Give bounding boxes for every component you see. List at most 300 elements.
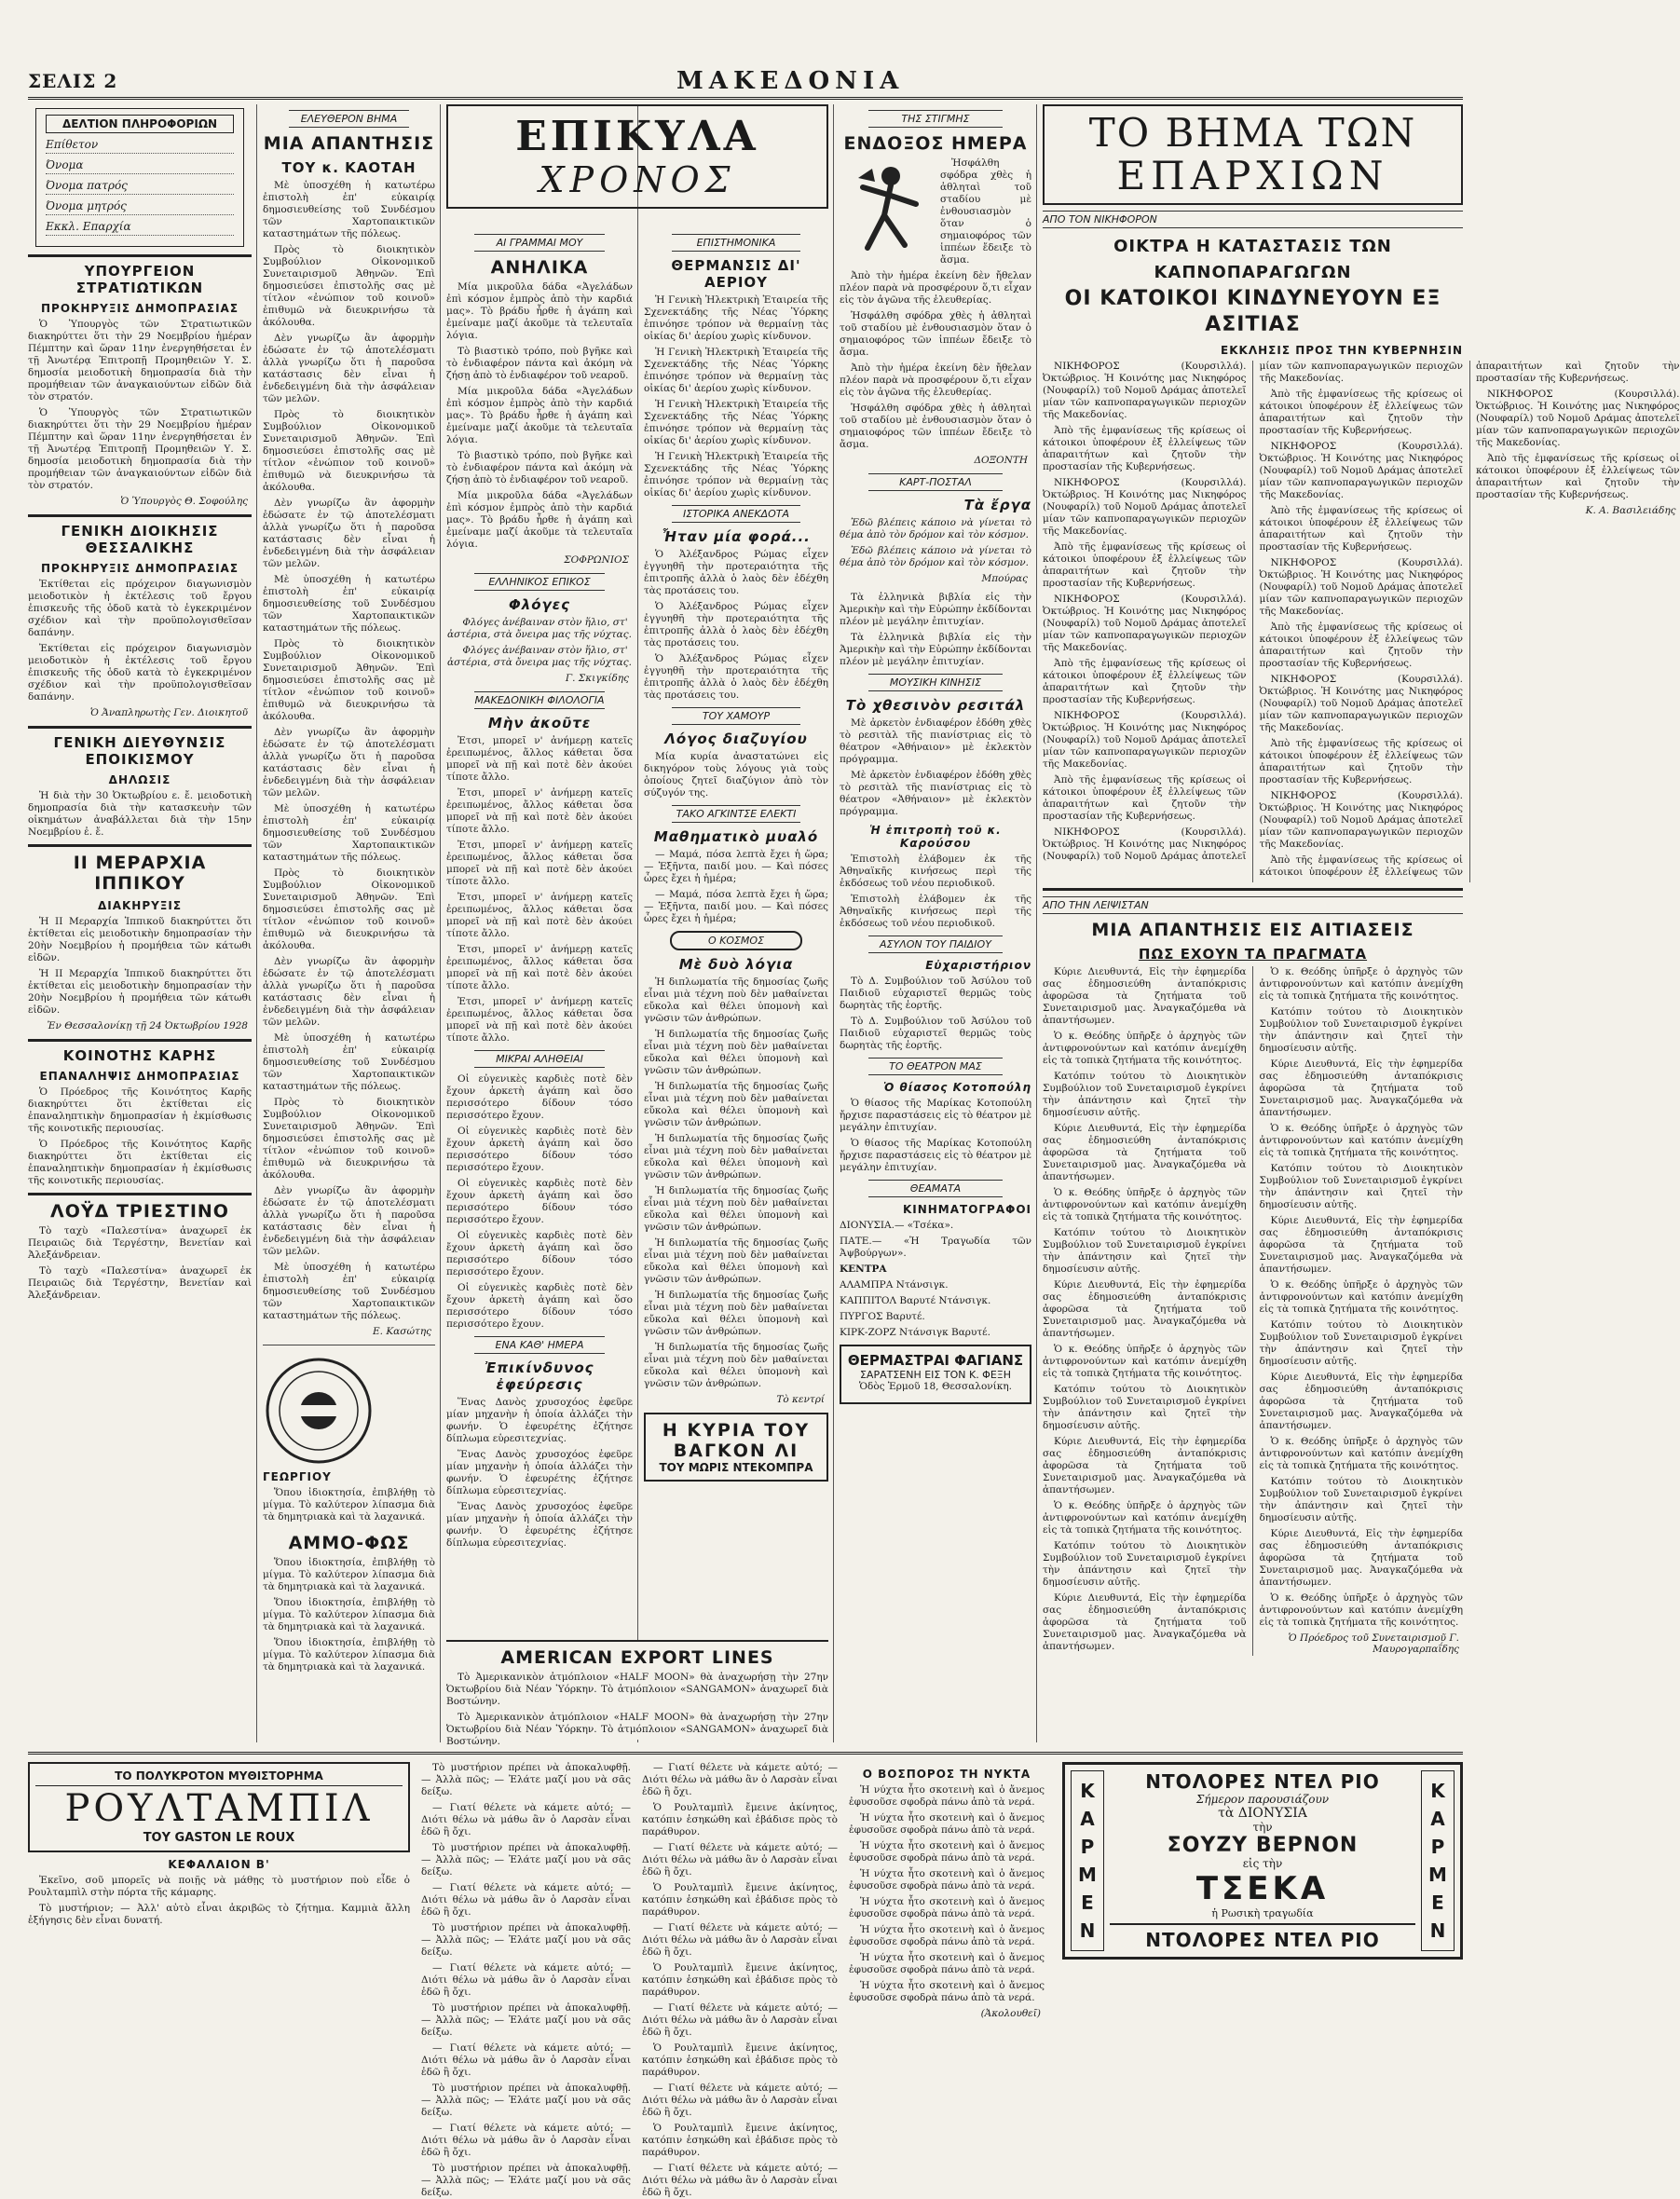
article-text: ΝΙΚΗΦΟΡΟΣ (Κουρσιλλά). Ὀκτώβριος. Ἡ Κοινότης μας Νικηφόρος (Νουφαρίλ) τοῦ Νομοῦ Δράμας ἀποτελεῖ μίαν τῶν καπνοπαραγωγικῶν περιοχῶν τῆς Μακεδονίας.: [1043, 361, 1247, 420]
column-3-content: [446, 228, 633, 1742]
column-6: [1043, 104, 1680, 1742]
section-kicker: ΕΛΕΥΘΕΡΟΝ ΒΗΜΑ: [289, 110, 410, 128]
banner-line-1: ΕΠΙΚΥΛΑ: [515, 113, 759, 160]
article-text: Ἡ Γενικὴ Ἠλεκτρικὴ Ἑταιρεία τῆς Σχενεκτάδης τῆς Νέας Ὑόρκης ἐπινόησε τρόπον νὰ θερμαίνῃ τὰς οἰκίας δι' ἀερίου χωρὶς κίνδυνον.: [644, 294, 828, 342]
article-text: Μία κυρία ἀναστατώνει εἰς δικηγόρον τοὺς λόγους γιὰ τοὺς ὁποίους ζητεῖ διαζύγιον ἀπὸ τὸν σύζυγόν της.: [644, 751, 828, 799]
banner-line-2: ΕΠΑΡΧΙΩΝ: [1116, 153, 1389, 198]
poem-text: Φλόγες ἀνέβαιναν στὸν ἥλιο, στ' ἀστέρια, στὰ ὄνειρα μας τῆς νύχτας.: [447, 617, 632, 640]
serial-text-filler: — Γιατί θέλετε νὰ κάμετε αὐτό; — Διότι θέλω νὰ μάθω ἂν ὁ Λαρσὰν εἶναι ἐδῶ ἢ ὄχι.: [642, 2002, 838, 2038]
article-text-filler: Μὲ ἀρκετὸν ἐνδιαφέρον ἐδόθη χθὲς τὸ ρεσιτὰλ τῆς πιανίστριας εἰς τὸ θέατρον «Ἀθήναιον» μὲ ἐκλεκτὸν πρόγραμμα.: [840, 770, 1031, 817]
serial-text-filler: Ἡ νύχτα ἦτο σκοτεινὴ καὶ ὁ ἄνεμος ἐφυσοῦσε σφοδρὰ πάνω ἀπὸ τὰ νερά.: [849, 1924, 1045, 1947]
article-text-filler: Ἠσφάλθη σφόδρα χθὲς ἡ ἀθληταὶ τοῦ σταδίου μὲ ἐνθουσιασμὸν ὅταν ὁ σημαιοφόρος τῶν ἱππέων ἔδειξε τὸ ἄσμα.: [840, 403, 1031, 450]
serial-kicker: ΤΟ ΠΟΛΥΚΡΟΤΟΝ ΜΥΘΙΣΤΟΡΗΜΑ: [35, 1769, 403, 1786]
article-text-filler: Μὲ ὑποσχέθη ἡ κατωτέρω ἐπιστολὴ ἐπ' εὐκαιρίᾳ δημοσιευθείσης τοῦ Συνδέσμου τῶν Χαρτοπαικτικῶν καταστημάτων τῆς πόλεως.: [263, 1262, 435, 1321]
side-letter: Κ: [1430, 1780, 1445, 1802]
serial-column-2: [421, 1762, 631, 2198]
article-text-filler: Πρὸς τὸ διοικητικὸν Συμβούλιον Οἰκονομικοῦ Συνεταιρισμοῦ Ἀθηνῶν. Ἐπὶ δημοσιεύσει ἐπιστολῆς σας μὲ τίτλον «ἐνώπιον τοῦ κοινοῦ» ἐπιθυμῶ νὰ διευκρινήσω τὰ ἀκόλουθα.: [263, 638, 435, 722]
article-heading: ΑΝΗΛΙΚΑ: [490, 257, 589, 278]
article-text-filler: Δὲν γνωρίζω ἂν ἀφορμὴν ἐδώσατε ἐν τῷ ἀποτελέσματι ἀλλὰ γνωρίζω ὅτι ἡ παροῦσα κατάστασις δὲν εἶναι ἡ ἐνδεδειγμένη διὰ τὴν ἀσφάλειαν τῶν μελῶν.: [263, 727, 435, 799]
article-text: Τὸ Δ. Συμβούλιον τοῦ Ἀσύλου τοῦ Παιδιοῦ εὐχαριστεῖ θερμῶς τοὺς δωρητὰς τῆς ἑορτῆς.: [840, 976, 1031, 1011]
article-text-filler: Κύριε Διευθυντά, Εἰς τὴν ἐφημερίδα σας ἐδημοσιεύθη ἀνταπόκρισις ἀφορῶσα τὰ ζητήματα τοῦ Συνεταιρισμοῦ μας. Ἀναγκαζόμεθα νὰ ἀπαντήσωμεν.: [1259, 1528, 1463, 1588]
article-text-filler: Ὁ κ. Θεόδης ὑπῆρξε ὁ ἀρχηγὸς τῶν ἀντιφρονούντων καὶ κατόπιν ἀνεμίχθη εἰς τὰ τοπικὰ ζητήματα τῆς κοινότητος.: [1043, 1500, 1247, 1536]
article-text-filler: Δὲν γνωρίζω ἂν ἀφορμὴν ἐδώσατε ἐν τῷ ἀποτελέσματι ἀλλὰ γνωρίζω ὅτι ἡ παροῦσα κατάστασις δὲν εἶναι ἡ ἐνδεδειγμένη διὰ τὴν ἀσφάλειαν τῶν μελῶν.: [263, 498, 435, 569]
side-letter: Ε: [1431, 1892, 1444, 1914]
serial-text-filler: Ἡ νύχτα ἦτο σκοτεινὴ καὶ ὁ ἄνεμος ἐφυσοῦσε σφοδρὰ πάνω ἀπὸ τὰ νερά.: [849, 1868, 1045, 1892]
shipping-ad-title: AMERICAN EXPORT LINES: [500, 1647, 774, 1668]
serial-chapter: ΚΕΦΑΛΑΙΟΝ Β': [168, 1858, 270, 1871]
article-heading: Ἦταν μία φορά...: [662, 528, 811, 545]
notice-text-filler: Ἐκτίθεται εἰς πρόχειρον διαγωνισμὸν μειοδοτικὸν ἡ ἐκτέλεσις τοῦ ἔργου ἐπισκευῆς τῆς ὁδοῦ κατὰ τὸ ἐγκεκριμένον σχέδιον καὶ τὴν προϋπολογισθεῖσαν δαπάνην.: [28, 643, 252, 703]
article-text-filler: Οἱ εὐγενικὲς καρδιὲς ποτὲ δὲν ἔχουν ἀρκετὴ ἀγάπη καὶ ὅσο περισσότερο δίδουν τόσο περισσότερο ἔχουν.: [446, 1282, 633, 1330]
serial-continues: (Ἀκολουθεῖ): [980, 2008, 1041, 2019]
form-line: Εκκλ. Επαρχία: [46, 220, 234, 236]
side-letter: Α: [1080, 1808, 1095, 1830]
form-line: Όνομα: [46, 158, 234, 174]
serial-section-heading: Ο ΒΟΣΠΟΡΟΣ ΤΗ ΝΥΚΤΑ: [862, 1768, 1031, 1781]
article-text-filler: Ἐτσι, μπορεῖ ν' ἀνήμερῃ κατεῖς ἐρειπωμένος, ἄλλος κάθεται ὅσα μπορεῖ νὰ πῇ καὶ ποτὲ δὲν ἀκούει τίποτε ἄλλο.: [446, 892, 633, 939]
article-heading: Τὸ χθεσινὸν ρεσιτάλ: [845, 697, 1026, 714]
ad-heading: ΛΟΫΔ ΤΡΙΕΣΤΙΝΟ: [50, 1201, 229, 1222]
section-kicker: ΑΣΥΛΟΝ ΤΟΥ ΠΑΙΔΙΟΥ: [868, 936, 1003, 953]
serial-text: Ἐκεῖνο, σοῦ μπορεῖς νὰ ποιῇς νὰ μάθῃς τὸ μυστήριον ποὺ εἶδε ὁ Ρουλταμπὶλ στὴν πόρτα τῆς κάμαρης.: [28, 1875, 410, 1898]
side-letter: Κ: [1080, 1780, 1095, 1802]
serial-column: [28, 1762, 410, 2046]
article-heading: Ἐπικίνδυνος ἐφεύρεσις: [485, 1359, 594, 1393]
serial-author: ΤΟΥ GASTON LE ROUX: [143, 1831, 295, 1845]
advert-heading: ΑΜΜΟ-ΦΩΣ: [288, 1533, 410, 1553]
banner-line-2: ΧΡΟΝΟΣ: [539, 159, 736, 200]
cinema-ad-bottom: ΝΤΟΛΟΡΕΣ ΝΤΕΛ ΡΙΟ: [1110, 1923, 1415, 1951]
article-text-filler: Κύριε Διευθυντά, Εἰς τὴν ἐφημερίδα σας ἐδημοσιεύθη ἀνταπόκρισις ἀφορῶσα τὰ ζητήματα τοῦ Συνεταιρισμοῦ μας. Ἀναγκαζόμεθα νὰ ἀπαντήσωμεν.: [1043, 1279, 1247, 1339]
article-text-filler: Ὁ Ἀλέξανδρος Ρώμας εἶχεν ἐγγυηθῆ τὴν προτεραιότητα τῆς ἐπιτροπῆς ἀλλὰ ὁ λαὸς δὲν ἐδέχθη τὰς προτάσεις του.: [644, 653, 828, 701]
article-text-filler: Ἡ διπλωματία τῆς δημοσίας ζωῆς εἶναι μιὰ τέχνη ποὺ δὲν μαθαίνεται εὔκολα καὶ θέλει ὑπομονὴ καὶ γνῶσιν τῶν ἀνθρώπων.: [644, 1133, 828, 1181]
article-text: Ἡ διπλωματία τῆς δημοσίας ζωῆς εἶναι μιὰ τέχνη ποὺ δὲν μαθαίνεται εὔκολα καὶ θέλει ὑπομονὴ καὶ γνῶσιν τῶν ἀνθρώπων.: [644, 977, 828, 1024]
section-kicker: ΙΣΤΟΡΙΚΑ ΑΝΕΚΔΟΤΑ: [672, 505, 801, 523]
shipping-ad: [446, 1640, 828, 1747]
section-kicker: ΕΠΙΣΤΗΜΟΝΙΚΑ: [672, 234, 801, 252]
article-heading: Μὴν ἀκοῦτε: [487, 715, 592, 731]
ad-text: Τὸ ταχὺ «Παλεστίνα» ἀναχωρεῖ ἐκ Πειραιῶς διὰ Τεργέστην, Βενετίαν καὶ Ἀλεξάνδρειαν.: [28, 1225, 252, 1261]
runner-illustration-icon: [840, 159, 933, 262]
article-heading: Λόγος διαζυγίου: [664, 731, 808, 747]
serial-text-filler: Ἡ νύχτα ἦτο σκοτεινὴ καὶ ὁ ἄνεμος ἐφυσοῦσε σφοδρὰ πάνω ἀπὸ τὰ νερά.: [849, 1840, 1045, 1864]
article-signature: ΣΟΦΡΩΝΙΟΣ: [564, 554, 629, 566]
serial-banner: [28, 1762, 410, 1852]
headline-line-2: ΟΙ ΚΑΤΟΙΚΟΙ ΚΙΝΔΥΝΕΥΟΥΝ ΕΞ ΑΣΙΤΙΑΣ: [1064, 287, 1441, 336]
serial-text-filler: Ὁ Ρουλταμπὶλ ἔμεινε ἀκίνητος, κατόπιν ἐσηκώθη καὶ ἐβάδισε πρὸς τὸ παράθυρον.: [642, 2123, 838, 2158]
article-text-filler: Ἐτσι, μπορεῖ ν' ἀνήμερῃ κατεῖς ἐρειπωμένος, ἄλλος κάθεται ὅσα μπορεῖ νὰ πῇ καὶ ποτὲ δὲν ἀκούει τίποτε ἄλλο.: [446, 840, 633, 887]
article-text-filler: Μία μικροῦλα δάδα «Ἀγελάδων ἐπὶ κόσμον ἐμπρὸς ἀπὸ τὴν καρδιά μας». Τὸ βράδυ ἦρθε ἡ ἀγάπη καὶ ἐμείναμε μαζί ἀκοῦμε τὰ τελευταῖα λόγια.: [446, 386, 633, 445]
section-kicker: ΜΙΚΡΑΙ ΑΛΗΘΕΙΑΙ: [474, 1050, 605, 1068]
poem-text-filler: Ἐδῶ βλέπεις κάποιο νὰ γίνεται τὸ θέμα ἀπὸ τὸν δρόμον καὶ τὸν κόσμον.: [840, 545, 1031, 568]
article-text-filler: Ἡ διπλωματία τῆς δημοσίας ζωῆς εἶναι μιὰ τέχνη ποὺ δὲν μαθαίνεται εὔκολα καὶ θέλει ὑπομονὴ καὶ γνῶσιν τῶν ἀνθρώπων.: [644, 1185, 828, 1233]
cinema-ad-line: ἡ Ρωσικὴ τραγωδία: [1211, 1907, 1314, 1919]
article-text-filler: Ὁ Ἀλέξανδρος Ρώμας εἶχεν ἐγγυηθῆ τὴν προτεραιότητα τῆς ἐπιτροπῆς ἀλλὰ ὁ λαὸς δὲν ἐδέχθη τὰς προτάσεις του.: [644, 601, 828, 649]
article-text: Ἠσφάλθη σφόδρα χθὲς ἡ ἀθληταὶ τοῦ σταδίου μὲ ἐνθουσιασμὸν ὅταν ὁ σημαιοφόρος τῶν ἱππέων ἔδειξε τὸ ἄσμα.: [940, 157, 1031, 266]
advert-text: Ὅπου ἰδιοκτησία, ἐπιβλήθῃ τὸ μίγμα. Τὸ καλύτερον λίπασμα διὰ τὰ δημητριακὰ καὶ τὰ λαχανικά.: [263, 1557, 435, 1592]
article-text-filler: Ἡ Γενικὴ Ἠλεκτρικὴ Ἑταιρεία τῆς Σχενεκτάδης τῆς Νέας Ὑόρκης ἐπινόησε τρόπον νὰ θερμαίνῃ τὰς οἰκίας δι' ἀερίου χωρὶς κίνδυνον.: [644, 451, 828, 499]
article-heading: Ὁ θίασος Κοτοπούλη: [883, 1081, 1031, 1094]
poem-heading: Φλόγες: [508, 596, 570, 613]
serial-text-filler: — Γιατί θέλετε νὰ κάμετε αὐτό; — Διότι θέλω νὰ μάθω ἂν ὁ Λαρσὰν εἶναι ἐδῶ ἢ ὄχι.: [642, 1922, 838, 1958]
cinema-ad-film: ΤΣΕΚΑ: [1195, 1870, 1330, 1907]
article-text-filler: Τὸ Δ. Συμβούλιον τοῦ Ἀσύλου τοῦ Παιδιοῦ εὐχαριστεῖ θερμῶς τοὺς δωρητὰς τῆς ἑορτῆς.: [840, 1016, 1031, 1051]
article-text: Ἀπὸ τῆς ἐμφανίσεως τῆς κρίσεως οἱ κάτοικοι ὑποφέρουν ἐξ ἐλλείψεως τῶν ἀπαραιτήτων καὶ ζητοῦν τὴν προστασίαν τῆς Κυβερνήσεως.: [1043, 425, 1247, 472]
serial-text: Ἡ νύχτα ἦτο σκοτεινὴ καὶ ὁ ἄνεμος ἐφυσοῦσε σφοδρὰ πάνω ἀπὸ τὰ νερά.: [849, 1784, 1045, 1808]
article-text: Ὁ Ἀλέξανδρος Ρώμας εἶχεν ἐγγυηθῆ τὴν προτεραιότητα τῆς ἐπιτροπῆς ἀλλὰ ὁ λαὸς δὲν ἐδέχθη τὰς προτάσεις του.: [644, 549, 828, 596]
article-text-filler: ΝΙΚΗΦΟΡΟΣ (Κουρσιλλά). Ὀκτώβριος. Ἡ Κοινότης μας Νικηφόρος (Νουφαρίλ) τοῦ Νομοῦ Δράμας ἀποτελεῖ μίαν τῶν καπνοπαραγωγικῶν περιοχῶν τῆς Μακεδονίας.: [1259, 790, 1463, 850]
notice-heading: ΓΕΝΙΚΗ ΔΙΟΙΚΗΣΙΣ ΘΕΣΣΑΛΙΚΗΣ: [61, 523, 219, 556]
article-text-filler: Κατόπιν τούτου τὸ Διοικητικὸν Συμβούλιον τοῦ Συνεταιρισμοῦ ἐγκρίνει τὴν ἀπάντησιν καὶ ζητεῖ τὴν δημοσίευσιν αὐτῆς.: [1043, 1540, 1247, 1588]
feature-banner: [446, 104, 828, 209]
stove-ad-sub: ΣΑΡΑΤΣΕΝΗ ΕΙΣ ΤΟΝ Κ. ΦΕΞΗ: [859, 1369, 1012, 1381]
article-text-filler: Ἀπὸ τῆς ἐμφανίσεως τῆς κρίσεως οἱ κάτοικοι ὑποφέρουν ἐξ ἐλλείψεως τῶν ἀπαραιτήτων καὶ ζητοῦν τὴν προστασίαν τῆς Κυβερνήσεως.: [1259, 389, 1463, 436]
cinema-line: ΠΑΤΕ.— «Ἡ Τραγωδία τῶν Ἀψβούργων».: [840, 1236, 1031, 1259]
serial-text-filler: — Γιατί θέλετε νὰ κάμετε αὐτό; — Διότι θέλω νὰ μάθω ἂν ὁ Λαρσὰν εἶναι ἐδῶ ἢ ὄχι.: [642, 2083, 838, 2118]
serial-text-filler: — Γιατί θέλετε νὰ κάμετε αὐτό; — Διότι θέλω νὰ μάθω ἂν ὁ Λαρσὰν εἶναι ἐδῶ ἢ ὄχι.: [421, 2123, 631, 2158]
section-kicker: ΑΠΟ ΤΗΝ ΛΕΙΨΙΣΤΑΝ: [1043, 896, 1463, 914]
advert-text-filler: Ὅπου ἰδιοκτησία, ἐπιβλήθῃ τὸ μίγμα. Τὸ καλύτερον λίπασμα διὰ τὰ δημητριακὰ καὶ τὰ λαχανικά.: [263, 1637, 435, 1673]
section-kicker: ΑΠΟ ΤΟΝ ΝΙΚΗΦΟΡΟΝ: [1043, 211, 1463, 228]
cinema-line: ΚΙΡΚ-ΖΟΡΖ Ντάνσιγκ Βαρυτέ.: [840, 1327, 990, 1338]
cinema-line: ΔΙΟΝΥΣΙΑ.— «Τσέκα».: [840, 1220, 954, 1231]
article-text-filler: Κύριε Διευθυντά, Εἰς τὴν ἐφημερίδα σας ἐδημοσιεύθη ἀνταπόκρισις ἀφορῶσα τὰ ζητήματα τοῦ Συνεταιρισμοῦ μας. Ἀναγκαζόμεθα νὰ ἀπαντήσωμεν.: [1043, 1436, 1247, 1496]
section-kicker: ΤΟ ΘΕΑΤΡΟΝ ΜΑΣ: [868, 1058, 1003, 1075]
serial-text-filler: Ἡ νύχτα ἦτο σκοτεινὴ καὶ ὁ ἄνεμος ἐφυσοῦσε σφοδρὰ πάνω ἀπὸ τὰ νερά.: [849, 1896, 1045, 1919]
serial-text: Τὸ μυστήριον πρέπει νὰ ἀποκαλυφθῇ. — Ἀλλὰ πῶς; — Ἐλάτε μαζί μου νὰ σᾶς δείξω.: [421, 1762, 631, 1797]
cinema-heading: ΚΙΝΗΜΑΤΟΓΡΑΦΟΙ: [902, 1203, 1031, 1216]
column-5: [840, 104, 1031, 1742]
article-text-filler: Κύριε Διευθυντά, Εἰς τὴν ἐφημερίδα σας ἐδημοσιεύθη ἀνταπόκρισις ἀφορῶσα τὰ ζητήματα τοῦ Συνεταιρισμοῦ μας. Ἀναγκαζόμεθα νὰ ἀπαντήσωμεν.: [1259, 1372, 1463, 1431]
article-text-filler: Ἡ διπλωματία τῆς δημοσίας ζωῆς εἶναι μιὰ τέχνη ποὺ δὲν μαθαίνεται εὔκολα καὶ θέλει ὑπομονὴ καὶ γνῶσιν τῶν ἀνθρώπων.: [644, 1342, 828, 1389]
epikyla-banner: [446, 104, 828, 214]
article-subheading: ΠΩΣ ΕΧΟΥΝ ΤΑ ΠΡΑΓΜΑΤΑ: [1138, 946, 1368, 963]
article-text-filler: Ἀπὸ τῆς ἐμφανίσεως τῆς κρίσεως οἱ κάτοικοι ὑποφέρουν ἐξ ἐλλείψεως τῶν ἀπαραιτήτων καὶ ζητοῦν τὴν προστασίαν τῆς Κυβερνήσεως.: [1259, 621, 1463, 669]
serial-column-3: [642, 1762, 838, 2198]
side-letter: Μ: [1078, 1864, 1097, 1886]
serial-text-filler: Τὸ μυστήριον πρέπει νὰ ἀποκαλυφθῇ. — Ἀλλὰ πῶς; — Ἐλάτε μαζί μου νὰ σᾶς δείξω.: [421, 1922, 631, 1958]
advert-text: Ὅπου ἰδιοκτησία, ἐπιβλήθῃ τὸ μίγμα. Τὸ καλύτερον λίπασμα διὰ τὰ δημητριακὰ καὶ τὰ λαχανικά.: [263, 1487, 435, 1523]
article-text-filler: Κατόπιν τούτου τὸ Διοικητικὸν Συμβούλιον τοῦ Συνεταιρισμοῦ ἐγκρίνει τὴν ἀπάντησιν καὶ ζητεῖ τὴν δημοσίευσιν αὐτῆς.: [1259, 1006, 1463, 1054]
article-text-filler: Ὁ κ. Θεόδης ὑπῆρξε ὁ ἀρχηγὸς τῶν ἀντιφρονούντων καὶ κατόπιν ἀνεμίχθη εἰς τὰ τοπικὰ ζητήματα τῆς κοινότητος.: [1259, 1436, 1463, 1471]
serial-text-filler: Ὁ Ρουλταμπὶλ ἔμεινε ἀκίνητος, κατόπιν ἐσηκώθη καὶ ἐβάδισε πρὸς τὸ παράθυρον.: [642, 2042, 838, 2078]
article-text-filler: Ἀπὸ τῆς ἐμφανίσεως τῆς κρίσεως οἱ κάτοικοι ὑποφέρουν ἐξ ἐλλείψεως τῶν ἀπαραιτήτων καὶ ζητοῦν τὴν προστασίαν τῆς Κυβερνήσεως.: [1259, 505, 1463, 553]
section-kicker: ΜΟΥΣΙΚΗ ΚΙΝΗΣΙΣ: [868, 674, 1003, 691]
article-text-filler: Κύριε Διευθυντά, Εἰς τὴν ἐφημερίδα σας ἐδημοσιεύθη ἀνταπόκρισις ἀφορῶσα τὰ ζητήματα τοῦ Συνεταιρισμοῦ μας. Ἀναγκαζόμεθα νὰ ἀπαντήσωμεν.: [1043, 1592, 1247, 1652]
poem-signature: Γ. Σκιγκίδης: [565, 673, 629, 684]
article-text: Ἕνας Δανὸς χρυσοχόος ἐφεῦρε μίαν μηχανὴν ἡ ὁποία ἀλλάζει τὴν φωνήν. Ὁ ἐφευρέτης ἐζήτησε δίπλωμα εὑρεσιτεχνίας.: [446, 1397, 633, 1444]
cinema-ad-star: ΣΟΥΖΥ ΒΕΡΝΟΝ: [1167, 1834, 1359, 1857]
stamp-logo-icon: [263, 1355, 375, 1467]
serial-text-filler: Τὸ μυστήριον πρέπει νὰ ἀποκαλυφθῇ. — Ἀλλὰ πῶς; — Ἐλάτε μαζί μου νὰ σᾶς δείξω.: [421, 1842, 631, 1878]
notice-heading: ΚΟΙΝΟΤΗΣ ΚΑΡΗΣ: [62, 1047, 217, 1064]
headline-sub: ΕΚΚΛΗΣΙΣ ΠΡΟΣ ΤΗΝ ΚΥΒΕΡΝΗΣΙΝ: [1221, 344, 1463, 357]
notice-subheading: ΔΗΛΩΣΙΣ: [108, 773, 171, 786]
article-text-filler: Κατόπιν τούτου τὸ Διοικητικὸν Συμβούλιον τοῦ Συνεταιρισμοῦ ἐγκρίνει τὴν ἀπάντησιν καὶ ζητεῖ τὴν δημοσίευσιν αὐτῆς.: [1043, 1227, 1247, 1275]
article-text-filler: Ἀπὸ τῆς ἐμφανίσεως τῆς κρίσεως οἱ κάτοικοι ὑποφέρουν ἐξ ἐλλείψεως τῶν ἀπαραιτήτων καὶ ζητοῦν τὴν προστασίαν τῆς Κυβερνήσεως.: [1043, 541, 1247, 589]
form-line: Επίθετον: [46, 138, 234, 154]
article-text-filler: Κατόπιν τούτου τὸ Διοικητικὸν Συμβούλιον τοῦ Συνεταιρισμοῦ ἐγκρίνει τὴν ἀπάντησιν καὶ ζητεῖ τὴν δημοσίευσιν αὐτῆς.: [1259, 1319, 1463, 1367]
serial-text-filler: — Γιατί θέλετε νὰ κάμετε αὐτό; — Διότι θέλω νὰ μάθω ἂν ὁ Λαρσὰν εἶναι ἐδῶ ἢ ὄχι.: [642, 2163, 838, 2198]
article-text: Μία μικροῦλα δάδα «Ἀγελάδων ἐπὶ κόσμον ἐμπρὸς ἀπὸ τὴν καρδιά μας». Τὸ βράδυ ἦρθε ἡ ἀγάπη καὶ ἐμείναμε μαζί ἀκοῦμε τὰ τελευταῖα λόγια.: [446, 281, 633, 341]
article-text: Κύριε Διευθυντά, Εἰς τὴν ἐφημερίδα σας ἐδημοσιεύθη ἀνταπόκρισις ἀφορῶσα τὰ ζητήματα τοῦ Συνεταιρισμοῦ μας. Ἀναγκαζόμεθα νὰ ἀπαντήσωμεν.: [1043, 966, 1247, 1026]
article-text-filler: Ἕνας Δανὸς χρυσοχόος ἐφεῦρε μίαν μηχανὴν ἡ ὁποία ἀλλάζει τὴν φωνήν. Ὁ ἐφευρέτης ἐζήτησε δίπλωμα εὑρεσιτεχνίας.: [446, 1501, 633, 1549]
cinema-ad-top: ΝΤΟΛΟΡΕΣ ΝΤΕΛ ΡΙΟ: [1145, 1770, 1380, 1793]
article-text-filler: ΝΙΚΗΦΟΡΟΣ (Κουρσιλλά). Ὀκτώβριος. Ἡ Κοινότης μας Νικηφόρος (Νουφαρίλ) τοῦ Νομοῦ Δράμας ἀποτελεῖ μίαν τῶν καπνοπαραγωγικῶν περιοχῶν τῆς Μακεδονίας.: [1259, 557, 1463, 617]
bottom-band: [28, 1752, 1463, 2198]
serial-text-filler: — Γιατί θέλετε νὰ κάμετε αὐτό; — Διότι θέλω νὰ μάθω ἂν ὁ Λαρσὰν εἶναι ἐδῶ ἢ ὄχι.: [421, 1882, 631, 1918]
section-kicker: ΤΗΣ ΣΤΙΓΜΗΣ: [868, 110, 1003, 128]
article-heading: ΘΕΡΜΑΝΣΙΣ ΔΙ' ΑΕΡΙΟΥ: [671, 257, 801, 291]
serial-text-filler: Ἡ νύχτα ἦτο σκοτεινὴ καὶ ὁ ἄνεμος ἐφυσοῦσε σφοδρὰ πάνω ἀπὸ τὰ νερά.: [849, 1812, 1045, 1836]
side-letters-right: [1421, 1770, 1455, 1951]
article-text: — Μαμά, πόσα λεπτὰ ἔχει ἡ ὥρα; — Ἑξῆντα, παιδί μου. — Καὶ πόσες ὧρες ἔχει ἡ ἡμέρα;: [644, 849, 828, 884]
serial-column-4: [849, 1762, 1045, 2046]
section-kicker: ΕΛΛΗΝΙΚΟΣ ΕΠΙΚΟΣ: [474, 573, 605, 591]
article-text-filler: Ἐτσι, μπορεῖ ν' ἀνήμερῃ κατεῖς ἐρειπωμένος, ἄλλος κάθεται ὅσα μπορεῖ νὰ πῇ καὶ ποτὲ δὲν ἀκούει τίποτε ἄλλο.: [446, 996, 633, 1044]
form-title: ΔΕΛΤΙΟΝ ΠΛΗΡΟΦΟΡΙΩΝ: [46, 115, 234, 133]
article-text-filler: Ἡ διπλωματία τῆς δημοσίας ζωῆς εἶναι μιὰ τέχνη ποὺ δὲν μαθαίνεται εὔκολα καὶ θέλει ὑπομονὴ καὶ γνῶσιν τῶν ἀνθρώπων.: [644, 1290, 828, 1337]
article-text-filler: ΝΙΚΗΦΟΡΟΣ (Κουρσιλλά). Ὀκτώβριος. Ἡ Κοινότης μας Νικηφόρος (Νουφαρίλ) τοῦ Νομοῦ Δράμας ἀποτελεῖ μίαν τῶν καπνοπαραγωγικῶν περιοχῶν τῆς Μακεδονίας.: [1259, 674, 1463, 733]
article-text-filler: Οἱ εὐγενικὲς καρδιὲς ποτὲ δὲν ἔχουν ἀρκετὴ ἀγάπη καὶ ὅσο περισσότερο δίδουν τόσο περισσότερο ἔχουν.: [446, 1126, 633, 1173]
serial-text-filler: Ἡ νύχτα ἦτο σκοτεινὴ καὶ ὁ ἄνεμος ἐφυσοῦσε σφοδρὰ πάνω ἀπὸ τὰ νερά.: [849, 1952, 1045, 1975]
article-text-filler: Ὁ κ. Θεόδης ὑπῆρξε ὁ ἀρχηγὸς τῶν ἀντιφρονούντων καὶ κατόπιν ἀνεμίχθη εἰς τὰ τοπικὰ ζητήματα τῆς κοινότητος.: [1259, 966, 1463, 1002]
cinema-line: ΚΑΠΠΙΤΟΛ Βαρυτέ Ντάνσιγκ.: [840, 1295, 991, 1306]
notice-subheading: ΕΠΑΝΑΛΗΨΙΣ ΔΗΜΟΠΡΑΣΙΑΣ: [39, 1070, 240, 1083]
serial-text-filler: Ὁ Ρουλταμπὶλ ἔμεινε ἀκίνητος, κατόπιν ἐσηκώθη καὶ ἐβάδισε πρὸς τὸ παράθυρον.: [642, 1882, 838, 1918]
cinema-ad-column: [1062, 1762, 1463, 2046]
serial-ad-title: Η ΚΥΡΙΑ ΤΟΥ ΒΑΓΚΟΝ ΛΙ: [662, 1420, 811, 1461]
notice-heading: ΥΠΟΥΡΓΕΙΟΝ ΣΤΡΑΤΙΩΤΙΚΩΝ: [75, 263, 204, 296]
article-text-filler: Ἀπὸ τῆς ἐμφανίσεως τῆς κρίσεως οἱ κάτοικοι ὑποφέρουν ἐξ ἐλλείψεως τῶν ἀπαραιτήτων καὶ ζητοῦν τὴν προστασίαν τῆς Κυβερνήσεως.: [1476, 453, 1680, 500]
serial-text-filler: Ὁ Ρουλταμπὶλ ἔμεινε ἀκίνητος, κατόπιν ἐσηκώθη καὶ ἐβάδισε πρὸς τὸ παράθυρον.: [642, 1962, 838, 1998]
article-text-filler: Ἐπιστολὴ ἐλάβομεν ἐκ τῆς Ἀθηναϊκῆς κινήσεως περὶ τῆς ἐκδόσεως τοῦ νέου περιοδικοῦ.: [840, 894, 1031, 929]
article-text-filler: Ἡ Γενικὴ Ἠλεκτρικὴ Ἑταιρεία τῆς Σχενεκτάδης τῆς Νέας Ὑόρκης ἐπινόησε τρόπον νὰ θερμαίνῃ τὰς οἰκίας δι' ἀερίου χωρὶς κίνδυνον.: [644, 399, 828, 446]
article-heading: ΜΙΑ ΑΠΑΝΤΗΣΙΣ ΕΙΣ ΑΙΤΙΑΣΕΙΣ: [1091, 920, 1414, 940]
article-text-filler: Πρὸς τὸ διοικητικὸν Συμβούλιον Οἰκονομικοῦ Συνεταιρισμοῦ Ἀθηνῶν. Ἐπὶ δημοσιεύσει ἐπιστολῆς σας μὲ τίτλον «ἐνώπιον τοῦ κοινοῦ» ἐπιθυμῶ νὰ διευκρινήσω τὰ ἀκόλουθα.: [263, 867, 435, 951]
article-text-filler: Κατόπιν τούτου τὸ Διοικητικὸν Συμβούλιον τοῦ Συνεταιρισμοῦ ἐγκρίνει τὴν ἀπάντησιν καὶ ζητεῖ τὴν δημοσίευσιν αὐτῆς.: [1043, 1384, 1247, 1431]
article-text-filler: Ὁ θίασος τῆς Μαρίκας Κοτοπούλη ἤρχισε παραστάσεις εἰς τὸ θέατρον μὲ μεγάλην ἐπιτυχίαν.: [840, 1138, 1031, 1173]
section-kicker: ΘΕΑΜΑΤΑ: [868, 1180, 1003, 1197]
section-kicker: Ο ΚΟΣΜΟΣ: [670, 931, 803, 950]
serial-text-filler: — Γιατί θέλετε νὰ κάμετε αὐτό; — Διότι θέλω νὰ μάθω ἂν ὁ Λαρσὰν εἶναι ἐδῶ ἢ ὄχι.: [421, 2042, 631, 2078]
article-text-filler: Ἀπὸ τῆς ἐμφανίσεως τῆς κρίσεως οἱ κάτοικοι ὑποφέρουν ἐξ ἐλλείψεως τῶν ἀπαραιτήτων καὶ ζητοῦν τὴν προστασίαν τῆς Κυβερνήσεως.: [1043, 774, 1247, 822]
serial-ad: [644, 1413, 828, 1482]
article-heading: Ἡ ἐπιτροπὴ τοῦ κ. Καρούσου: [869, 824, 1002, 850]
masthead: [28, 65, 1463, 100]
article-text: Μὲ ἀρκετὸν ἐνδιαφέρον ἐδόθη χθὲς τὸ ρεσιτὰλ τῆς πιανίστριας εἰς τὸ θέατρον «Ἀθήναιον» μὲ ἐκλεκτὸν πρόγραμμα.: [840, 717, 1031, 765]
provinces-banner: [1043, 104, 1463, 205]
article-text-filler: ΝΙΚΗΦΟΡΟΣ (Κουρσιλλά). Ὀκτώβριος. Ἡ Κοινότης μας Νικηφόρος (Νουφαρίλ) τοῦ Νομοῦ Δράμας ἀποτελεῖ μίαν τῶν καπνοπαραγωγικῶν περιοχῶν τῆς Μακεδονίας.: [1043, 710, 1247, 770]
poem-text: Ἐδῶ βλέπεις κάποιο νὰ γίνεται τὸ θέμα ἀπὸ τὸν δρόμον καὶ τὸν κόσμον.: [840, 517, 1031, 540]
side-letters-left: [1071, 1770, 1104, 1951]
cinema-ad-body: [1104, 1770, 1421, 1951]
serial-text: Ὁ Ρουλταμπὶλ ἔμεινε ἀκίνητος, κατόπιν ἐσηκώθη καὶ ἐβάδισε πρὸς τὸ παράθυρον.: [642, 1802, 838, 1837]
column-1: [28, 104, 252, 1742]
article-text: Τὸ βιαστικὸ τρόπο, ποὺ βγῆκε καὶ τὸ ἐνδιαφέρον πάντα καὶ ἀκόμη νὰ ζήσῃ ἀπὸ τὸ ἐνδιαφέρον τοῦ νεαροῦ.: [446, 346, 633, 381]
advert-text-filler: Ὅπου ἰδιοκτησία, ἐπιβλήθῃ τὸ μίγμα. Τὸ καλύτερον λίπασμα διὰ τὰ δημητριακὰ καὶ τὰ λαχανικά.: [263, 1597, 435, 1632]
article-text-filler: Κατόπιν τούτου τὸ Διοικητικὸν Συμβούλιον τοῦ Συνεταιρισμοῦ ἐγκρίνει τὴν ἀπάντησιν καὶ ζητεῖ τὴν δημοσίευσιν αὐτῆς.: [1259, 1163, 1463, 1210]
article-text-filler: ΝΙΚΗΦΟΡΟΣ (Κουρσιλλά). Ὀκτώβριος. Ἡ Κοινότης μας Νικηφόρος (Νουφαρίλ) τοῦ Νομοῦ Δράμας ἀποτελεῖ μίαν τῶν καπνοπαραγωγικῶν περιοχῶν τῆς Μακεδονίας.: [1259, 441, 1463, 500]
article-text-filler: Ὁ κ. Θεόδης ὑπῆρξε ὁ ἀρχηγὸς τῶν ἀντιφρονούντων καὶ κατόπιν ἀνεμίχθη εἰς τὰ τοπικὰ ζητήματα τῆς κοινότητος.: [1043, 1344, 1247, 1379]
article-heading: ΜΙΑ ΑΠΑΝΤΗΣΙΣ: [263, 133, 435, 154]
notice-text: Ὁ Ὑπουργὸς τῶν Στρατιωτικῶν διακηρύττει ὅτι τὴν 29 Νοεμβρίου ἡμέραν Πέμπτην καὶ ὥραν 11ην ἐνεργηθήσεται ἐν τῇ Ἀνωτέρᾳ Ἐπιτροπῇ Προμηθειῶν Υ. Σ. δημοσία μειοδοτικὴ δημοπρασία διὰ τὴν προμήθειαν τῶν ἀναγκαιούντων εἰδῶν διὰ τὸν στρατόν.: [28, 319, 252, 403]
article-text: Ὁ κ. Θεόδης ὑπῆρξε ὁ ἀρχηγὸς τῶν ἀντιφρονούντων καὶ κατόπιν ἀνεμίχθη εἰς τὰ τοπικὰ ζητήματα τῆς κοινότητος.: [1043, 1031, 1247, 1066]
article-heading: Μὲ δυὸ λόγια: [678, 956, 794, 973]
notice-text: Ὁ Πρόεδρος τῆς Κοινότητος Καρῆς διακηρύττει ὅτι ἐκτίθεται εἰς ἐπαναληπτικὴν δημοπρασίαν ἡ ἐκμίσθωσις τῆς κοινοτικῆς περιουσίας.: [28, 1086, 252, 1134]
side-letter: Ν: [1079, 1919, 1096, 1942]
article-text-filler: Ἡ Γενικὴ Ἠλεκτρικὴ Ἑταιρεία τῆς Σχενεκτάδης τῆς Νέας Ὑόρκης ἐπινόησε τρόπον νὰ θερμαίνῃ τὰς οἰκίας δι' ἀερίου χωρὶς κίνδυνον.: [644, 347, 828, 394]
cinema-ad-line: Σήμερον παρουσιάζουν: [1195, 1793, 1330, 1806]
notice-text: Ἡ ΙΙ Μεραρχία Ἱππικοῦ διακηρύττει ὅτι ἐκτίθεται εἰς μειοδοτικὴν δημοπρασίαν τὴν 20ὴν Νοεμβρίου ἡ προμήθεια τῶν κάτωθι εἰδῶν.: [28, 916, 252, 963]
poem-text-filler: Φλόγες ἀνέβαιναν στὸν ἥλιο, στ' ἀστέρια, στὰ ὄνειρα μας τῆς νύχτας.: [447, 645, 632, 668]
serial-ad-sub: ΤΟΥ ΜΩΡΙΣ ΝΤΕΚΟΜΠΡΑ: [659, 1461, 813, 1474]
article-text: Μὲ ὑποσχέθη ἡ κατωτέρω ἐπιστολὴ ἐπ' εὐκαιρίᾳ δημοσιευθείσης τοῦ Συνδέσμου τῶν Χαρτοπαικτικῶν καταστημάτων τῆς πόλεως.: [263, 180, 435, 239]
section-kicker: ΕΝΑ ΚΑΘ' ΗΜΕΡΑ: [474, 1336, 605, 1354]
notice-text-filler: Ὁ Πρόεδρος τῆς Κοινότητος Καρῆς διακηρύττει ὅτι ἐκτίθεται εἰς ἐπαναληπτικὴν δημοπρασίαν ἡ ἐκμίσθωσις τῆς κοινοτικῆς περιουσίας.: [28, 1139, 252, 1186]
article-text-filler: Μία μικροῦλα δάδα «Ἀγελάδων ἐπὶ κόσμον ἐμπρὸς ἀπὸ τὴν καρδιά μας». Τὸ βράδυ ἦρθε ἡ ἀγάπη καὶ ἐμείναμε μαζί ἀκοῦμε τὰ τελευταῖα λόγια.: [446, 490, 633, 550]
serial-text-filler: — Γιατί θέλετε νὰ κάμετε αὐτό; — Διότι θέλω νὰ μάθω ἂν ὁ Λαρσὰν εἶναι ἐδῶ ἢ ὄχι.: [421, 1962, 631, 1998]
article-text-filler: Κατόπιν τούτου τὸ Διοικητικὸν Συμβούλιον τοῦ Συνεταιρισμοῦ ἐγκρίνει τὴν ἀπάντησιν καὶ ζητεῖ τὴν δημοσίευσιν αὐτῆς.: [1259, 1476, 1463, 1523]
article-text-filler: Δὲν γνωρίζω ἂν ἀφορμὴν ἐδώσατε ἐν τῷ ἀποτελέσματι ἀλλὰ γνωρίζω ὅτι ἡ παροῦσα κατάστασις δὲν εἶναι ἡ ἐνδεδειγμένη διὰ τὴν ἀσφάλειαν τῶν μελῶν.: [263, 1185, 435, 1257]
notice-subheading: ΠΡΟΚΗΡΥΞΙΣ ΔΗΜΟΠΡΑΣΙΑΣ: [40, 302, 239, 315]
notice-signature: Ὁ Ἀναπληρωτὴς Γεν. Διοικητοῦ: [89, 707, 248, 718]
cinema-line: ΑΛΑΜΠΡΑ Ντάνσιγκ.: [840, 1279, 949, 1291]
serial-text: — Γιατί θέλετε νὰ κάμετε αὐτό; — Διότι θέλω νὰ μάθω ἂν ὁ Λαρσὰν εἶναι ἐδῶ ἢ ὄχι.: [421, 1802, 631, 1837]
article-text: Ἐτσι, μπορεῖ ν' ἀνήμερῃ κατεῖς ἐρειπωμένος, ἄλλος κάθεται ὅσα μπορεῖ νὰ πῇ καὶ ποτὲ δὲν ἀκούει τίποτε ἄλλο.: [446, 735, 633, 783]
side-letter: Ε: [1081, 1892, 1094, 1914]
article-text-filler: Τὰ ἑλληνικὰ βιβλία εἰς τὴν Ἀμερικὴν καὶ τὴν Εὐρώπην ἐκδίδονται πλέον μὲ μεγάλην ἐπιτυχίαν.: [840, 632, 1032, 667]
article-text: Δὲν γνωρίζω ἂν ἀφορμὴν ἐδώσατε ἐν τῷ ἀποτελέσματι ἀλλὰ γνωρίζω ὅτι ἡ παροῦσα κατάστασις δὲν εἶναι ἡ ἐνδεδειγμένη διὰ τὴν ἀσφάλειαν τῶν μελῶν.: [263, 333, 435, 404]
column-4-content: [644, 228, 828, 1742]
article-text-filler: ΝΙΚΗΦΟΡΟΣ (Κουρσιλλά). Ὀκτώβριος. Ἡ Κοινότης μας Νικηφόρος (Νουφαρίλ) τοῦ Νομοῦ Δράμας ἀποτελεῖ μίαν τῶν καπνοπαραγωγικῶν περιοχῶν τῆς Μακεδονίας.: [1043, 477, 1247, 537]
serial-text: Τὸ μυστήριον; — Ἀλλ' αὐτὸ εἶναι ἀκριβῶς τὸ ζήτημα. Καμμιὰ ἄλλη ἐξήγησις δὲν εἶναι δυνατή.: [28, 1903, 410, 1926]
article-heading: Μαθηματικὸ μυαλό: [653, 828, 819, 845]
section-kicker: ΚΑΡΤ-ΠΟΣΤΑΛ: [868, 473, 1003, 491]
article-text-filler: Ἐτσι, μπορεῖ ν' ἀνήμερῃ κατεῖς ἐρειπωμένος, ἄλλος κάθεται ὅσα μπορεῖ νὰ πῇ καὶ ποτὲ δὲν ἀκούει τίποτε ἄλλο.: [446, 944, 633, 991]
section-kicker: ΜΑΚΕΔΟΝΙΚΗ ΦΙΛΟΛΟΓΙΑ: [474, 691, 605, 709]
article-text-filler: Οἱ εὐγενικὲς καρδιὲς ποτὲ δὲν ἔχουν ἀρκετὴ ἀγάπη καὶ ὅσο περισσότερο δίδουν τόσο περισσότερο ἔχουν.: [446, 1230, 633, 1277]
article-text-filler: Μὲ ὑποσχέθη ἡ κατωτέρω ἐπιστολὴ ἐπ' εὐκαιρίᾳ δημοσιευθείσης τοῦ Συνδέσμου τῶν Χαρτοπαικτικῶν καταστημάτων τῆς πόλεως.: [263, 1032, 435, 1092]
stove-ad-title: ΘΕΡΜΑΣΤΡΑΙ ΦΑΓΙΑΝΣ: [847, 1352, 1024, 1369]
notice-signature: Ὁ Ὑπουργὸς Θ. Σοφούλης: [120, 496, 248, 507]
article-text-filler: Ἀπὸ τῆς ἐμφανίσεως τῆς κρίσεως οἱ κάτοικοι ὑποφέρουν ἐξ ἐλλείψεως τῶν ἀπαραιτήτων καὶ ζητοῦν τὴν προστασίαν τῆς Κυβερνήσεως.: [1259, 361, 1680, 878]
article-columns: [1043, 966, 1463, 1656]
article-text-filler: Δὲν γνωρίζω ἂν ἀφορμὴν ἐδώσατε ἐν τῷ ἀποτελέσματι ἀλλὰ γνωρίζω ὅτι ἡ παροῦσα κατάστασις δὲν εἶναι ἡ ἐνδεδειγμένη διὰ τὴν ἀσφάλειαν τῶν μελῶν.: [263, 956, 435, 1028]
article-text-filler: Ἕνας Δανὸς χρυσοχόος ἐφεῦρε μίαν μηχανὴν ἡ ὁποία ἀλλάζει τὴν φωνήν. Ὁ ἐφευρέτης ἐζήτησε δίπλωμα εὑρεσιτεχνίας.: [446, 1449, 633, 1496]
advert-block: [263, 1351, 435, 1673]
side-letter: Ρ: [1080, 1836, 1095, 1858]
info-form: [35, 108, 244, 247]
article-text-filler: Πρὸς τὸ διοικητικὸν Συμβούλιον Οἰκονομικοῦ Συνεταιρισμοῦ Ἀθηνῶν. Ἐπὶ δημοσιεύσει ἐπιστολῆς σας μὲ τίτλον «ἐνώπιον τοῦ κοινοῦ» ἐπιθυμῶ νὰ διευκρινήσω τὰ ἀκόλουθα.: [263, 1097, 435, 1181]
article-heading: ΕΝΔΟΞΟΣ ΗΜΕΡΑ: [843, 133, 1028, 154]
article-text-filler: Ἀπὸ τὴν ἡμέρα ἐκείνη δὲν ἤθελαν πλέον παρὰ νὰ προσφέρουν ὅ,τι εἶχαν εἰς τὸν ἀγῶνα τῆς ἐλευθερίας.: [840, 362, 1031, 398]
form-line: Όνομα μητρός: [46, 199, 234, 215]
article-text-filler: Ὁ κ. Θεόδης ὑπῆρξε ὁ ἀρχηγὸς τῶν ἀντιφρονούντων καὶ κατόπιν ἀνεμίχθη εἰς τὰ τοπικὰ ζητήματα τῆς κοινότητος.: [1259, 1123, 1463, 1158]
cinema-ad: [1062, 1762, 1463, 1960]
serial-text: — Γιατί θέλετε νὰ κάμετε αὐτό; — Διότι θέλω νὰ μάθω ἂν ὁ Λαρσὰν εἶναι ἐδῶ ἢ ὄχι.: [642, 1762, 838, 1797]
notice-text-filler: Ὁ Ὑπουργὸς τῶν Στρατιωτικῶν διακηρύττει ὅτι τὴν 29 Νοεμβρίου ἡμέραν Πέμπτην καὶ ὥραν 11ην ἐνεργηθήσεται ἐν τῇ Ἀνωτέρᾳ Ἐπιτροπῇ Προμηθειῶν Υ. Σ. δημοσία μειοδοτικὴ δημοπρασία διὰ τὴν προμήθειαν τῶν ἀναγκαιούντων εἰδῶν διὰ τὸν στρατόν.: [28, 407, 252, 491]
article-text: Τὰ ἑλληνικὰ βιβλία εἰς τὴν Ἀμερικὴν καὶ τὴν Εὐρώπην ἐκδίδονται πλέον μὲ μεγάλην ἐπιτυχίαν.: [840, 592, 1032, 627]
article-subheading: ΤΟΥ κ. ΚΑΟΤΑΗ: [281, 159, 417, 176]
article-heading: Εὐχαριστήριον: [925, 959, 1031, 972]
side-letter: Ν: [1429, 1919, 1446, 1942]
notice-text: Ἡ διὰ τὴν 30 Ὀκτωβρίου ε. ἔ. μειοδοτικὴ δημοπρασία διὰ τὴν κατασκευὴν τῶν οἰκημάτων ἀναβάλλεται διὰ τὴν 15ην Νοεμβρίου ἐ. ἔ.: [28, 790, 252, 838]
serial-text-filler: Τὸ μυστήριον πρέπει νὰ ἀποκαλυφθῇ. — Ἀλλὰ πῶς; — Ἐλάτε μαζί μου νὰ σᾶς δείξω.: [421, 2002, 631, 2038]
article-signature: Τὸ κεντρί: [776, 1394, 825, 1405]
serial-text-filler: Τὸ μυστήριον πρέπει νὰ ἀποκαλυφθῇ. — Ἀλλὰ πῶς; — Ἐλάτε μαζί μου νὰ σᾶς δείξω.: [421, 2083, 631, 2118]
section-kicker: ΑΙ ΓΡΑΜΜΑΙ ΜΟΥ: [474, 234, 605, 252]
notice-heading: ΙΙ ΜΕΡΑΡΧΙΑ ΙΠΠΙΚΟΥ: [73, 853, 207, 894]
article-signature: ΔΟΞΟΝΤΗ: [974, 455, 1028, 466]
ad-text-filler: Τὸ ταχὺ «Παλεστίνα» ἀναχωρεῖ ἐκ Πειραιῶς διὰ Τεργέστην, Βενετίαν καὶ Ἀλεξάνδρειαν.: [28, 1265, 252, 1301]
article-text: Ἐπιστολὴ ἐλάβομεν ἐκ τῆς Ἀθηναϊκῆς κινήσεως περὶ τῆς ἐκδόσεως τοῦ νέου περιοδικοῦ.: [840, 854, 1031, 889]
column-2: [263, 104, 435, 1742]
cinema-ad-line: τὰ ΔΙΟΝΥΣΙΑ: [1218, 1806, 1307, 1821]
form-line: Όνομα πατρός: [46, 179, 234, 195]
article-heading: Τὰ ἔργα: [963, 497, 1031, 513]
article-text-filler: Ὁ κ. Θεόδης ὑπῆρξε ὁ ἀρχηγὸς τῶν ἀντιφρονούντων καὶ κατόπιν ἀνεμίχθη εἰς τὰ τοπικὰ ζητήματα τῆς κοινότητος.: [1043, 1187, 1247, 1222]
article-text-filler: Ὁ κ. Θεόδης ὑπῆρξε ὁ ἀρχηγὸς τῶν ἀντιφρονούντων καὶ κατόπιν ἀνεμίχθη εἰς τὰ τοπικὰ ζητήματα τῆς κοινότητος.: [1259, 1592, 1463, 1628]
article-text-filler: — Μαμά, πόσα λεπτὰ ἔχει ἡ ὥρα; — Ἑξῆντα, παιδί μου. — Καὶ πόσες ὧρες ἔχει ἡ ἡμέρα;: [644, 889, 828, 924]
article-text: Οἱ εὐγενικὲς καρδιὲς ποτὲ δὲν ἔχουν ἀρκετὴ ἀγάπη καὶ ὅσο περισσότερο δίδουν τόσο περισσότερο ἔχουν.: [446, 1073, 633, 1121]
stove-ad-text: Ὁδὸς Ἑρμοῦ 18, Θεσσαλονίκη.: [859, 1381, 1012, 1392]
shipping-ad-text-filler: Τὸ Ἀμερικανικὸν ἀτμόπλοιον «HALF MOON» θὰ ἀναχωρήσῃ τὴν 27ην Ὀκτωβρίου διὰ Νέαν Ὑόρκην. Τὸ ἀτμόπλοιον «SANGAMON» ἀναχωρεῖ διὰ Βοστώνην.: [446, 1712, 828, 1747]
article-text-filler: Ἡ διπλωματία τῆς δημοσίας ζωῆς εἶναι μιὰ τέχνη ποὺ δὲν μαθαίνεται εὔκολα καὶ θέλει ὑπομονὴ καὶ γνῶσιν τῶν ἀνθρώπων.: [644, 1081, 828, 1128]
notice-subheading: ΔΙΑΚΗΡΥΞΙΣ: [97, 899, 183, 912]
article-text-filler: Οἱ εὐγενικὲς καρδιὲς ποτὲ δὲν ἔχουν ἀρκετὴ ἀγάπη καὶ ὅσο περισσότερο δίδουν τόσο περισσότερο ἔχουν.: [446, 1178, 633, 1225]
shipping-ad-text: Τὸ Ἀμερικανικὸν ἀτμόπλοιον «HALF MOON» θὰ ἀναχωρήσῃ τὴν 27ην Ὀκτωβρίου διὰ Νέαν Ὑόρκην. Τὸ ἀτμόπλοιον «SANGAMON» ἀναχωρεῖ διὰ Βοστώνην.: [446, 1672, 828, 1707]
article-signature: Ε. Κασώτης: [373, 1326, 431, 1337]
side-letter: Ρ: [1430, 1836, 1445, 1858]
serial-text-filler: Ἡ νύχτα ἦτο σκοτεινὴ καὶ ὁ ἄνεμος ἐφυσοῦσε σφοδρὰ πάνω ἀπὸ τὰ νερά.: [849, 1980, 1045, 2003]
side-letter: Α: [1430, 1808, 1445, 1830]
article-text: Ἀπὸ τὴν ἡμέρα ἐκείνη δὲν ἤθελαν πλέον παρὰ νὰ προσφέρουν ὅ,τι εἶχαν εἰς τὸν ἀγῶνα τῆς ἐλευθερίας.: [840, 270, 1031, 306]
article-text-filler: Κύριε Διευθυντά, Εἰς τὴν ἐφημερίδα σας ἐδημοσιεύθη ἀνταπόκρισις ἀφορῶσα τὰ ζητήματα τοῦ Συνεταιρισμοῦ μας. Ἀναγκαζόμεθα νὰ ἀπαντήσωμεν.: [1043, 1123, 1247, 1182]
article-text: Πρὸς τὸ διοικητικὸν Συμβούλιον Οἰκονομικοῦ Συνεταιρισμοῦ Ἀθηνῶν. Ἐπὶ δημοσιεύσει ἐπιστολῆς σας μὲ τίτλον «ἐνώπιον τοῦ κοινοῦ» ἐπιθυμῶ νὰ διευκρινήσω τὰ ἀκόλουθα.: [263, 244, 435, 328]
article-text: Ὁ θίασος τῆς Μαρίκας Κοτοπούλη ἤρχισε παραστάσεις εἰς τὸ θέατρον μὲ μεγάλην ἐπιτυχίαν.: [840, 1098, 1031, 1133]
notice-signature: Ἐν Θεσσαλονίκῃ τῇ 24 Ὀκτωβρίου 1928: [47, 1020, 248, 1031]
section-kicker: ΤΑΚΟ ΑΓΚΙΝΤΣΕ ΕΛΕΚΤΙ: [672, 805, 801, 823]
article-signature: Ὁ Πρόεδρος τοῦ Συνεταιρισμοῦ Γ. Μαυρογαρπαΐδης: [1288, 1632, 1459, 1655]
banner-line-1: ΤΟ ΒΗΜΑ ΤΩΝ: [1088, 110, 1417, 156]
article-text-filler: Ἠσφάλθη σφόδρα χθὲς ἡ ἀθληταὶ τοῦ σταδίου μὲ ἐνθουσιασμὸν ὅταν ὁ σημαιοφόρος τῶν ἱππέων ἔδειξε τὸ ἄσμα.: [840, 310, 1031, 358]
article-text-filler: Κύριε Διευθυντά, Εἰς τὴν ἐφημερίδα σας ἐδημοσιεύθη ἀνταπόκρισις ἀφορῶσα τὰ ζητήματα τοῦ Συνεταιρισμοῦ μας. Ἀναγκαζόμεθα νὰ ἀπαντήσωμεν.: [1259, 1059, 1463, 1118]
notice-subheading: ΠΡΟΚΗΡΥΞΙΣ ΔΗΜΟΠΡΑΣΙΑΣ: [40, 562, 239, 575]
article-text-filler: Ἀπὸ τῆς ἐμφανίσεως τῆς κρίσεως οἱ κάτοικοι ὑποφέρουν ἐξ ἐλλείψεως τῶν ἀπαραιτήτων καὶ ζητοῦν τὴν προστασίαν τῆς Κυβερνήσεως.: [1259, 738, 1463, 785]
cinema-ad-line: εἰς τὴν: [1242, 1857, 1283, 1870]
article-text-filler: ΝΙΚΗΦΟΡΟΣ (Κουρσιλλά). Ὀκτώβριος. Ἡ Κοινότης μας Νικηφόρος (Νουφαρίλ) τοῦ Νομοῦ Δράμας ἀποτελεῖ μίαν τῶν καπνοπαραγωγικῶν περιοχῶν τῆς Μακεδονίας.: [1043, 361, 1463, 862]
stove-ad: [840, 1345, 1031, 1404]
notice-text: Ἐκτίθεται εἰς πρόχειρον διαγωνισμὸν μειοδοτικὸν ἡ ἐκτέλεσις τοῦ ἔργου ἐπισκευῆς τῆς ὁδοῦ κατὰ τὸ ἐγκεκριμένον σχέδιον καὶ τὴν προϋπολογισθεῖσαν δαπάνην.: [28, 579, 252, 638]
article-text-filler: Ἡ διπλωματία τῆς δημοσίας ζωῆς εἶναι μιὰ τέχνη ποὺ δὲν μαθαίνεται εὔκολα καὶ θέλει ὑπομονὴ καὶ γνῶσιν τῶν ἀνθρώπων.: [644, 1029, 828, 1076]
section-kicker: ΤΟΥ ΧΑΜΟΥΡ: [672, 707, 801, 725]
article-text-filler: Τὸ βιαστικὸ τρόπο, ποὺ βγῆκε καὶ τὸ ἐνδιαφέρον πάντα καὶ ἀκόμη νὰ ζήσῃ ἀπὸ τὸ ἐνδιαφέρον τοῦ νεαροῦ.: [446, 450, 633, 485]
paper-name: ΜΑΚΕΔΟΝΙΑ: [676, 67, 905, 95]
side-letter: Μ: [1428, 1864, 1447, 1886]
serial-text-filler: — Γιατί θέλετε νὰ κάμετε αὐτό; — Διότι θέλω νὰ μάθω ἂν ὁ Λαρσὰν εἶναι ἐδῶ ἢ ὄχι.: [642, 1842, 838, 1878]
article-text-filler: Ἡ διπλωματία τῆς δημοσίας ζωῆς εἶναι μιὰ τέχνη ποὺ δὲν μαθαίνεται εὔκολα καὶ θέλει ὑπομονὴ καὶ γνῶσιν τῶν ἀνθρώπων.: [644, 1237, 828, 1285]
cinema-line: ΚΕΝΤΡΑ: [840, 1263, 887, 1275]
article-text-filler: Ὁ κ. Θεόδης ὑπῆρξε ὁ ἀρχηγὸς τῶν ἀντιφρονούντων καὶ κατόπιν ἀνεμίχθη εἰς τὰ τοπικὰ ζητήματα τῆς κοινότητος.: [1259, 1279, 1463, 1315]
headline-line-1: ΟΙΚΤΡΑ Η ΚΑΤΑΣΤΑΣΙΣ ΤΩΝ ΚΑΠΝΟΠΑΡΑΓΩΓΩΝ: [1113, 237, 1392, 282]
cinema-ad-line: τὴν: [1252, 1821, 1273, 1834]
cinema-line: ΠΥΡΓΟΣ Βαρυτέ.: [840, 1311, 925, 1322]
article-text-filler: Πρὸς τὸ διοικητικὸν Συμβούλιον Οἰκονομικοῦ Συνεταιρισμοῦ Ἀθηνῶν. Ἐπὶ δημοσιεύσει ἐπιστολῆς σας μὲ τίτλον «ἐνώπιον τοῦ κοινοῦ» ἐπιθυμῶ νὰ διευκρινήσω τὰ ἀκόλουθα.: [263, 409, 435, 493]
page-label: ΣΕΛΙΣ 2: [28, 70, 118, 92]
article-text-filler: Κύριε Διευθυντά, Εἰς τὴν ἐφημερίδα σας ἐδημοσιεύθη ἀνταπόκρισις ἀφορῶσα τὰ ζητήματα τοῦ Συνεταιρισμοῦ μας. Ἀναγκαζόμεθα νὰ ἀπαντήσωμεν.: [1259, 1215, 1463, 1275]
article-signature: Κ. Α. Βασιλειάδης: [1585, 505, 1676, 516]
